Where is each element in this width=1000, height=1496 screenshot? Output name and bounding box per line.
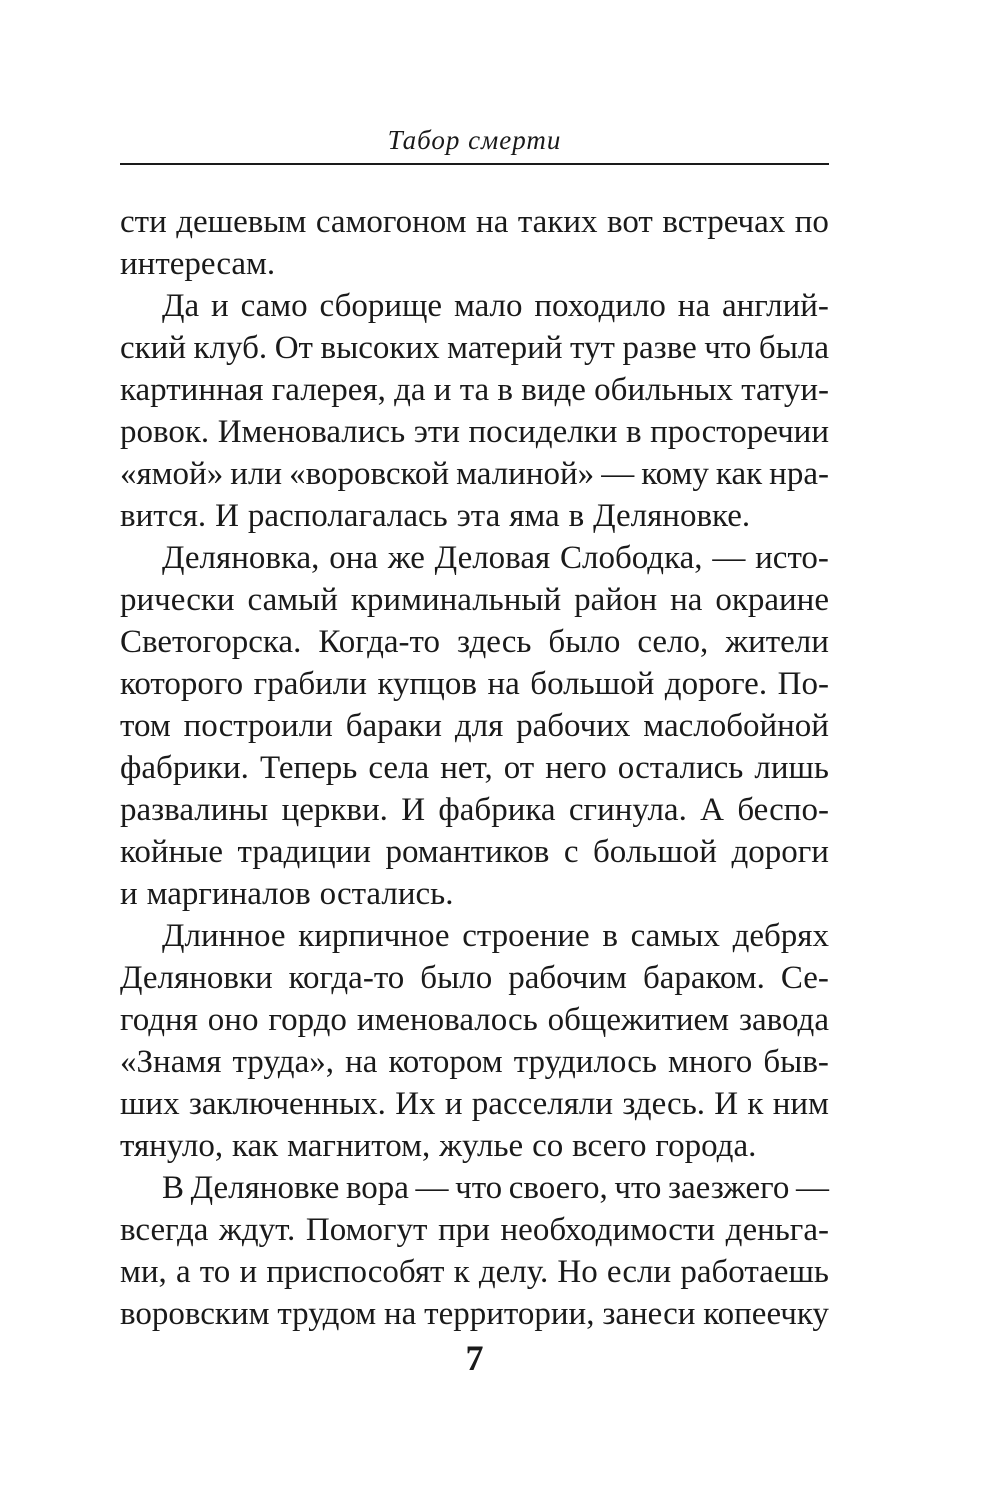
text-line: ми, а то и приспособят к делу. Но если работаешь: [120, 1254, 829, 1290]
text-line: которого грабили купцов на большой дороге. По-: [120, 666, 829, 702]
text-line: койные традиции романтиков с большой дороги: [120, 834, 829, 870]
text-line: рически самый криминальный район на окраине: [120, 582, 829, 618]
text-line: ский клуб. От высоких материй тут разве что была: [120, 330, 829, 366]
text-line: Деляновки когда-то было рабочим бараком. Се-: [120, 960, 829, 996]
text-line: сти дешевым самогоном на таких вот встречах по: [120, 204, 829, 240]
header-rule: [120, 163, 829, 165]
text-line: годня оно гордо именовалось общежитием завода: [120, 1002, 829, 1038]
text-line: картинная галерея, да и та в виде обильных татуи-: [120, 372, 829, 408]
text-line: Длинное кирпичное строение в самых дебрях: [162, 918, 829, 954]
text-line: Светогорска. Когда-то здесь было село, жители: [120, 624, 829, 660]
text-line: воровским трудом на территории, занеси копеечку: [120, 1296, 829, 1332]
text-line: «Знамя труда», на котором трудилось много быв-: [120, 1044, 829, 1080]
text-line: фабрики. Теперь села нет, от него остались лишь: [120, 750, 829, 786]
text-line: Да и само сборище мало походило на англий-: [162, 288, 829, 324]
text-line: ровок. Именовались эти посиделки в просторечии: [120, 414, 829, 450]
text-line: развалины церкви. И фабрика сгинула. А беспо-: [120, 792, 829, 828]
page-number: 7: [465, 1338, 484, 1378]
text-line: и маргиналов остались.: [120, 876, 454, 912]
text-line: вится. И располагалась эта яма в Деляновке.: [120, 498, 751, 534]
text-line: интересам.: [120, 246, 276, 282]
text-line: В Деляновке вора — что своего, что заезжего —: [162, 1170, 829, 1206]
text-line: Деляновка, она же Деловая Слободка, — исто-: [162, 540, 829, 576]
text-line: том построили бараки для рабочих маслобойной: [120, 708, 829, 744]
running-head-title: Табор смерти: [387, 125, 562, 155]
body-text: [120, 201, 829, 1335]
text-line: «ямой» или «воровской малиной» — кому как нра-: [120, 456, 829, 492]
text-line: тянуло, как магнитом, жулье со всего города.: [120, 1128, 757, 1164]
text-line: ших заключенных. Их и расселяли здесь. И к ним: [120, 1086, 829, 1122]
text-line: всегда ждут. Помогут при необходимости деньга-: [120, 1212, 829, 1248]
